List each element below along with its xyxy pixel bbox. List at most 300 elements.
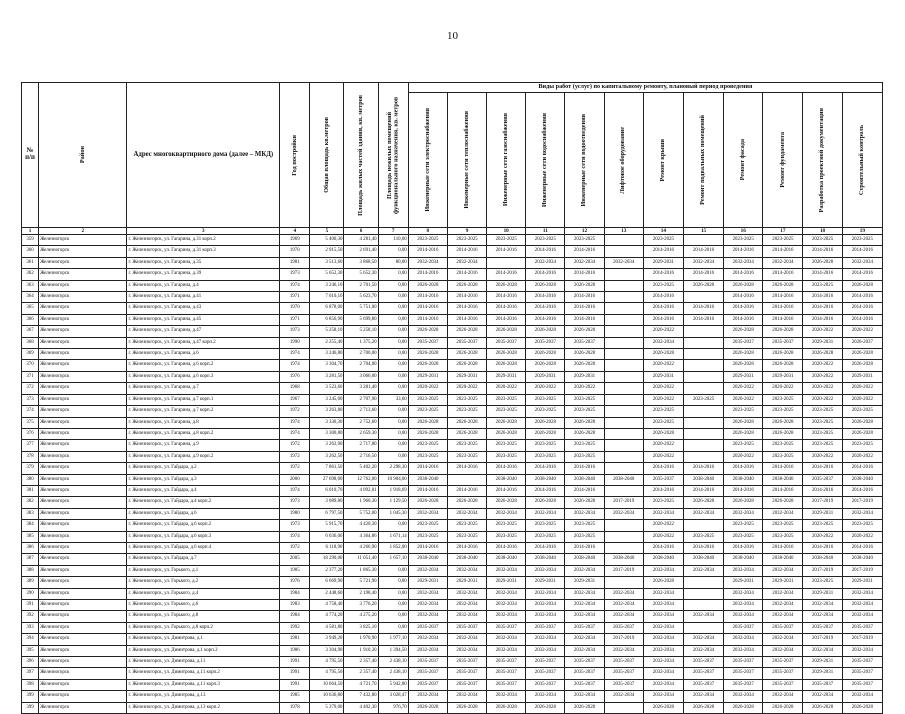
table-cell: 2020-2022 xyxy=(643,383,683,394)
table-cell: 1971 xyxy=(280,314,310,325)
column-number: 19 xyxy=(842,228,882,235)
table-cell: 360 xyxy=(22,246,39,257)
table-cell: 2014-2016 xyxy=(447,485,486,496)
table-cell: 2032-2034 xyxy=(842,508,882,519)
table-cell: 2026-2028 xyxy=(803,257,842,268)
table-cell: 4 266,90 xyxy=(344,542,378,553)
table-cell: 3 066,00 xyxy=(344,371,378,382)
table-cell: 2026-2028 xyxy=(487,417,526,428)
table-cell: 0,00 xyxy=(378,280,408,291)
table-row xyxy=(22,542,883,553)
table-cell: 2032-2034 xyxy=(643,611,683,622)
table-cell: 2032-2034 xyxy=(447,634,486,645)
table-cell: 2032-2034 xyxy=(487,588,526,599)
table-cell xyxy=(487,257,526,268)
table-cell xyxy=(604,371,643,382)
table-cell: 2032-2034 xyxy=(408,588,447,599)
table-cell: 2 198,40 xyxy=(344,588,378,599)
table-cell xyxy=(604,292,643,303)
table-cell: 2014-2016 xyxy=(526,246,565,257)
table-cell: г. Железногорск, ул. Гайдара, д.7 xyxy=(127,554,280,565)
table-cell: 2038-2040 xyxy=(487,474,526,485)
table-cell: г. Железногорск, ул. Гагарина, д.7 корп.1 xyxy=(127,394,280,405)
table-cell: 2023-2025 xyxy=(565,406,604,417)
table-cell: 367 xyxy=(22,326,39,337)
table-cell: 2026-2028 xyxy=(408,702,447,713)
table-cell: 2014-2016 xyxy=(724,463,763,474)
table-cell: 2014-2016 xyxy=(408,314,447,325)
table-cell: 2020-2022 xyxy=(842,326,882,337)
table-cell: 2014-2016 xyxy=(487,542,526,553)
table-cell: 2029-2031 xyxy=(803,508,842,519)
table-cell: 2014-2016 xyxy=(487,246,526,257)
table-cell: 2026-2028 xyxy=(487,702,526,713)
table-cell: 2023-2025 xyxy=(526,406,565,417)
table-cell: 2032-2034 xyxy=(842,588,882,599)
table-cell: 2029-2031 xyxy=(447,577,486,588)
table-cell: 2014-2016 xyxy=(803,303,842,314)
table-cell: 11 051,40 xyxy=(344,554,378,565)
table-cell: 0,00 xyxy=(378,406,408,417)
header-address: Адрес многоквартирного дома (далее – МКД) xyxy=(127,83,280,228)
table-cell: 2032-2034 xyxy=(683,645,723,656)
table-cell: 2017-2019 xyxy=(803,565,842,576)
table-cell xyxy=(604,269,643,280)
table-cell: 1 394,50 xyxy=(378,645,408,656)
table-cell: 2023-2025 xyxy=(683,531,723,542)
table-cell: 5 721,90 xyxy=(344,577,378,588)
table-cell: Железногорск xyxy=(39,508,127,519)
table-cell: г. Железногорск, ул. Гайдара, д.6 корп.2 xyxy=(127,520,280,531)
table-cell xyxy=(604,417,643,428)
table-cell: 2029-2031 xyxy=(724,371,763,382)
table-cell: 2038-2040 xyxy=(565,474,604,485)
table-cell: 2026-2028 xyxy=(724,417,763,428)
table-cell: 2032-2034 xyxy=(565,611,604,622)
table-cell: 2023-2025 xyxy=(683,394,723,405)
table-cell: 2017-2019 xyxy=(803,497,842,508)
table-cell: 2026-2028 xyxy=(763,360,803,371)
table-cell: 18 290,00 xyxy=(310,554,344,565)
table-cell: 2020-2022 xyxy=(842,531,882,542)
table-cell: 4 275,20 xyxy=(344,611,378,622)
table-cell: 2035-2037 xyxy=(565,657,604,668)
table-cell: 2014-2016 xyxy=(803,542,842,553)
table-cell: 2032-2034 xyxy=(724,257,763,268)
table-cell: 2 255,40 xyxy=(310,337,344,348)
table-cell: 2032-2034 xyxy=(763,634,803,645)
table-cell: 2026-2028 xyxy=(408,497,447,508)
table-cell: 1968 xyxy=(280,383,310,394)
table-cell: 0,00 xyxy=(378,600,408,611)
table-row xyxy=(22,657,883,668)
table-cell: 3 246,80 xyxy=(310,349,344,360)
table-cell: 2032-2034 xyxy=(604,508,643,519)
column-number: 7 xyxy=(378,228,408,235)
table-cell: Железногорск xyxy=(39,531,127,542)
table-cell: 2035-2037 xyxy=(408,679,447,690)
table-cell: 2035-2037 xyxy=(565,622,604,633)
table-cell: 2014-2016 xyxy=(447,269,486,280)
table-cell: 2014-2016 xyxy=(565,246,604,257)
table-cell: 2023-2025 xyxy=(643,280,683,291)
table-cell: 2035-2037 xyxy=(447,337,486,348)
table-cell: 4 758,40 xyxy=(310,600,344,611)
table-cell: 1 657,10 xyxy=(378,554,408,565)
table-cell: 2023-2025 xyxy=(408,394,447,405)
table-cell: 2032-2034 xyxy=(803,611,842,622)
table-cell: 2032-2034 xyxy=(643,622,683,633)
table-cell: 362 xyxy=(22,269,39,280)
table-cell: 2035-2037 xyxy=(487,679,526,690)
table-cell: 396 xyxy=(22,657,39,668)
table-cell: 3 513,60 xyxy=(310,257,344,268)
table-row xyxy=(22,246,883,257)
table-cell: 2032-2034 xyxy=(724,588,763,599)
table-cell: 2017-2019 xyxy=(604,565,643,576)
column-number: 5 xyxy=(310,228,344,235)
table-cell: 2026-2028 xyxy=(447,417,486,428)
header-living-area: Площадь жилых частей здания, кв. метров xyxy=(344,83,378,228)
table-cell: 1992 xyxy=(280,622,310,633)
table-cell: 2038-2040 xyxy=(683,554,723,565)
column-number: 16 xyxy=(724,228,763,235)
table-cell: Железногорск xyxy=(39,326,127,337)
table-cell: 2023-2025 xyxy=(724,440,763,451)
table-cell: 4 795,50 xyxy=(310,657,344,668)
table-cell: 2026-2028 xyxy=(447,497,486,508)
table-cell xyxy=(604,440,643,451)
table-cell: Железногорск xyxy=(39,280,127,291)
table-cell: 2023-2025 xyxy=(803,520,842,531)
table-cell: 2 298,30 xyxy=(378,463,408,474)
table-row xyxy=(22,337,883,348)
header-nonresidential-area: Площадь нежилых помещений функционального назначения, кв. метров xyxy=(378,83,408,228)
table-cell: 374 xyxy=(22,406,39,417)
table-cell: 2032-2034 xyxy=(643,600,683,611)
table-cell: Железногорск xyxy=(39,257,127,268)
table-cell: 2014-2016 xyxy=(526,292,565,303)
table-cell: 3 304,70 xyxy=(310,360,344,371)
table-cell: 2026-2028 xyxy=(842,349,882,360)
table-cell: 2026-2028 xyxy=(408,280,447,291)
table-cell: 1972 xyxy=(280,440,310,451)
table-cell: 0,00 xyxy=(378,565,408,576)
table-cell: 2014-2016 xyxy=(683,303,723,314)
table-cell: 2032-2034 xyxy=(683,611,723,622)
table-cell: 2023-2025 xyxy=(803,280,842,291)
table-cell: 2032-2034 xyxy=(643,634,683,645)
table-cell xyxy=(604,280,643,291)
table-cell: Железногорск xyxy=(39,691,127,702)
table-cell: 372 xyxy=(22,383,39,394)
table-cell: г. Железногорск, ул. Гайдара, д.2 xyxy=(127,463,280,474)
table-cell: 2035-2037 xyxy=(842,657,882,668)
table-cell: г. Железногорск, ул. Гагарина, д.47 xyxy=(127,326,280,337)
table-cell: 2032-2034 xyxy=(803,645,842,656)
table-cell: 2035-2037 xyxy=(842,679,882,690)
table-cell: Железногорск xyxy=(39,337,127,348)
table-cell: 2014-2016 xyxy=(408,542,447,553)
table-cell: 2 700,00 xyxy=(344,349,378,360)
table-cell: 2035-2037 xyxy=(526,679,565,690)
table-cell: 1976 xyxy=(280,577,310,588)
table-cell: 381 xyxy=(22,485,39,496)
table-cell: 2026-2028 xyxy=(447,702,486,713)
table-cell: 1991 xyxy=(280,657,310,668)
table-row xyxy=(22,292,883,303)
table-cell: 2023-2025 xyxy=(643,417,683,428)
table-cell: Железногорск xyxy=(39,406,127,417)
table-cell: 382 xyxy=(22,497,39,508)
table-cell: 397 xyxy=(22,668,39,679)
table-cell: 2020-2022 xyxy=(803,451,842,462)
table-cell: 2023-2025 xyxy=(724,406,763,417)
table-cell: 2017-2019 xyxy=(842,565,882,576)
table-row xyxy=(22,440,883,451)
table-cell: 2038-2040 xyxy=(803,554,842,565)
table-cell: 2026-2028 xyxy=(842,702,882,713)
table-cell: 2 377,20 xyxy=(310,565,344,576)
table-cell: 1970 xyxy=(280,246,310,257)
table-cell: 2026-2028 xyxy=(447,349,486,360)
table-cell: 2032-2034 xyxy=(683,565,723,576)
table-cell: 2032-2034 xyxy=(842,611,882,622)
table-cell: 2026-2028 xyxy=(683,497,723,508)
table-cell: 2026-2028 xyxy=(803,349,842,360)
column-number: 6 xyxy=(344,228,378,235)
table-cell: 2035-2037 xyxy=(526,622,565,633)
table-cell: 2032-2034 xyxy=(447,588,486,599)
table-cell: 2032-2034 xyxy=(565,508,604,519)
table-cell: 1 045,30 xyxy=(378,508,408,519)
table-cell: 5 699,80 xyxy=(344,314,378,325)
table-cell: г. Железногорск, ул. Гагарина, д.43 xyxy=(127,303,280,314)
table-cell: 2032-2034 xyxy=(526,588,565,599)
table-cell: 2014-2016 xyxy=(643,542,683,553)
table-row xyxy=(22,463,883,474)
table-row xyxy=(22,634,883,645)
table-cell: 2023-2025 xyxy=(487,440,526,451)
table-cell: 10 636,80 xyxy=(310,691,344,702)
table-row xyxy=(22,303,883,314)
table-cell: Железногорск xyxy=(39,417,127,428)
table-cell: 2023-2025 xyxy=(408,235,447,246)
table-cell: Железногорск xyxy=(39,474,127,485)
table-cell: 2032-2034 xyxy=(724,691,763,702)
table-cell: 7 432,80 xyxy=(344,691,378,702)
table-cell: 2014-2016 xyxy=(447,303,486,314)
table-cell: 2032-2034 xyxy=(683,508,723,519)
table-cell: 2020-2022 xyxy=(842,394,882,405)
table-row xyxy=(22,520,883,531)
table-cell: 2020-2022 xyxy=(565,383,604,394)
table-cell: 3 281,50 xyxy=(310,371,344,382)
table-cell xyxy=(604,451,643,462)
table-cell: 2026-2028 xyxy=(763,497,803,508)
table-cell: 368 xyxy=(22,337,39,348)
table-cell: 2023-2025 xyxy=(763,440,803,451)
table-cell: 2032-2034 xyxy=(683,634,723,645)
table-cell: 2032-2034 xyxy=(565,565,604,576)
table-cell xyxy=(683,406,723,417)
table-cell: 1973 xyxy=(280,520,310,531)
capital-repair-table xyxy=(21,82,883,714)
table-cell: 2014-2016 xyxy=(565,485,604,496)
table-cell: 2035-2037 xyxy=(487,668,526,679)
table-cell: 2014-2016 xyxy=(763,303,803,314)
table-cell: 2014-2016 xyxy=(842,542,882,553)
table-cell: г. Железногорск, ул. Гагарина, д.31 корп.2 xyxy=(127,235,280,246)
table-cell: 3 262,50 xyxy=(310,451,344,462)
table-row xyxy=(22,349,883,360)
table-cell: Железногорск xyxy=(39,622,127,633)
table-cell: 2017-2019 xyxy=(842,497,882,508)
table-cell: 2035-2037 xyxy=(526,337,565,348)
table-cell: 2023-2025 xyxy=(487,520,526,531)
table-cell: 2038-2040 xyxy=(604,474,643,485)
table-cell: 0,00 xyxy=(378,337,408,348)
table-cell: 2032-2034 xyxy=(487,645,526,656)
table-cell: Железногорск xyxy=(39,565,127,576)
table-cell: 2014-2016 xyxy=(487,314,526,325)
table-cell: 1991 xyxy=(280,679,310,690)
table-cell: 0,00 xyxy=(378,303,408,314)
table-cell: 1973 xyxy=(280,269,310,280)
table-cell: 2026-2028 xyxy=(487,280,526,291)
table-cell: 2035-2037 xyxy=(683,657,723,668)
table-cell: 2029-2031 xyxy=(408,577,447,588)
table-cell: 2014-2016 xyxy=(643,485,683,496)
table-cell: 391 xyxy=(22,600,39,611)
table-cell: 2029-2031 xyxy=(803,657,842,668)
table-cell: 2026-2037 xyxy=(842,337,882,348)
table-cell: 4 281,40 xyxy=(344,235,378,246)
table-cell: 2032-2034 xyxy=(565,645,604,656)
table-cell: 2026-2028 xyxy=(763,280,803,291)
table-cell: 2014-2016 xyxy=(487,269,526,280)
table-cell: 2032-2034 xyxy=(643,508,683,519)
table-cell: 2026-2028 xyxy=(487,360,526,371)
table-cell: 1 852,00 xyxy=(378,542,408,553)
table-cell: 2026-2028 xyxy=(408,417,447,428)
table-cell: 389 xyxy=(22,577,39,588)
table-cell: 5 400,30 xyxy=(310,235,344,246)
table-cell: 2023-2025 xyxy=(526,531,565,542)
table-cell: 2014-2016 xyxy=(565,463,604,474)
table-cell: 2026-2028 xyxy=(643,349,683,360)
table-cell: 2032-2034 xyxy=(487,508,526,519)
table-cell: 2020-2022 xyxy=(842,451,882,462)
table-cell: 2026-2028 xyxy=(487,428,526,439)
table-cell: 2035-2037 xyxy=(604,668,643,679)
table-cell: 2014-2016 xyxy=(724,542,763,553)
table-cell: 2035-2037 xyxy=(447,657,486,668)
header-work-8: Ремонт подвальных помещений xyxy=(683,93,723,228)
table-cell xyxy=(683,428,723,439)
table-cell: 2023-2025 xyxy=(724,520,763,531)
table-cell: 2032-2034 xyxy=(526,565,565,576)
table-cell: 6 797,50 xyxy=(310,508,344,519)
table-cell: 2014-2016 xyxy=(683,485,723,496)
table-cell: 2026-2028 xyxy=(842,280,882,291)
table-cell: 0,00 xyxy=(378,588,408,599)
table-cell: 2 707,90 xyxy=(344,394,378,405)
table-cell: 3 304,90 xyxy=(310,645,344,656)
table-cell: 2029-2031 xyxy=(842,371,882,382)
table-cell: 2014-2016 xyxy=(408,303,447,314)
table-cell: г. Железногорск, ул. Гагарина, д.6 корп.3 xyxy=(127,371,280,382)
table-cell: г. Железногорск, ул. Димитрова, д.1 корп.2 xyxy=(127,645,280,656)
header-total-area: Общая площадь кв.метров xyxy=(310,83,344,228)
table-cell: 1991 xyxy=(280,668,310,679)
table-cell: Железногорск xyxy=(39,679,127,690)
table-cell: 2035-2037 xyxy=(724,657,763,668)
table-cell: г. Железногорск, ул. Гагарина, д.9 xyxy=(127,440,280,451)
table-cell: 2 659,30 xyxy=(344,428,378,439)
table-cell: г. Железногорск, ул. Гагарина, д.4 xyxy=(127,280,280,291)
table-cell: 2032-2034 xyxy=(643,657,683,668)
table-cell: 2000 xyxy=(280,474,310,485)
table-cell: 2023-2025 xyxy=(487,451,526,462)
table-cell: г. Железногорск, ул. Гагарина, д.6 корп.2 xyxy=(127,360,280,371)
table-row xyxy=(22,508,883,519)
table-cell: 375 xyxy=(22,417,39,428)
table-cell: 2032-2034 xyxy=(526,645,565,656)
table-cell: 2014-2016 xyxy=(763,314,803,325)
header-work-3: Инженерные сети газоснабжения xyxy=(487,93,526,228)
table-cell: г. Железногорск, ул. Димитрова, д.11 корп.2 xyxy=(127,668,280,679)
column-number: 2 xyxy=(39,228,127,235)
table-cell: 110,00 xyxy=(378,235,408,246)
table-cell: 2032-2034 xyxy=(842,645,882,656)
table-cell: 2014-2016 xyxy=(408,485,447,496)
table-cell: 2032-2034 xyxy=(643,668,683,679)
table-cell: Железногорск xyxy=(39,440,127,451)
table-cell: 386 xyxy=(22,542,39,553)
table-cell: 2026-2028 xyxy=(724,280,763,291)
table-cell: 2038-2040 xyxy=(643,554,683,565)
table-cell: 2026-2028 xyxy=(526,349,565,360)
table-cell: 2032-2034 xyxy=(565,588,604,599)
table-cell: 2026-2028 xyxy=(724,497,763,508)
table-cell xyxy=(604,326,643,337)
table-cell: 2 915,50 xyxy=(310,246,344,257)
table-cell: 2023-2025 xyxy=(803,417,842,428)
table-cell xyxy=(683,588,723,599)
table-cell: Железногорск xyxy=(39,554,127,565)
table-cell: Железногорск xyxy=(39,428,127,439)
table-cell: 2038-2040 xyxy=(842,554,882,565)
table-cell: 2020-2022 xyxy=(447,383,486,394)
table-cell: 2014-2016 xyxy=(408,246,447,257)
column-number: 12 xyxy=(565,228,604,235)
table-cell: 2026-2028 xyxy=(724,360,763,371)
table-cell: 2029-2031 xyxy=(643,257,683,268)
table-cell: г. Железногорск, ул. Гагарина, д.6 xyxy=(127,349,280,360)
table-cell: 390 xyxy=(22,588,39,599)
table-cell: 370 xyxy=(22,360,39,371)
table-cell: 2023-2025 xyxy=(565,531,604,542)
table-cell: 4 092,01 xyxy=(344,485,378,496)
table-cell: 2035-2037 xyxy=(803,679,842,690)
table-cell: 6 036,00 xyxy=(310,531,344,542)
table-cell: 2032-2034 xyxy=(763,600,803,611)
table-cell: 394 xyxy=(22,634,39,645)
table-cell: 2035-2037 xyxy=(408,668,447,679)
table-cell: 2032-2034 xyxy=(724,600,763,611)
table-cell: 2032-2034 xyxy=(643,565,683,576)
